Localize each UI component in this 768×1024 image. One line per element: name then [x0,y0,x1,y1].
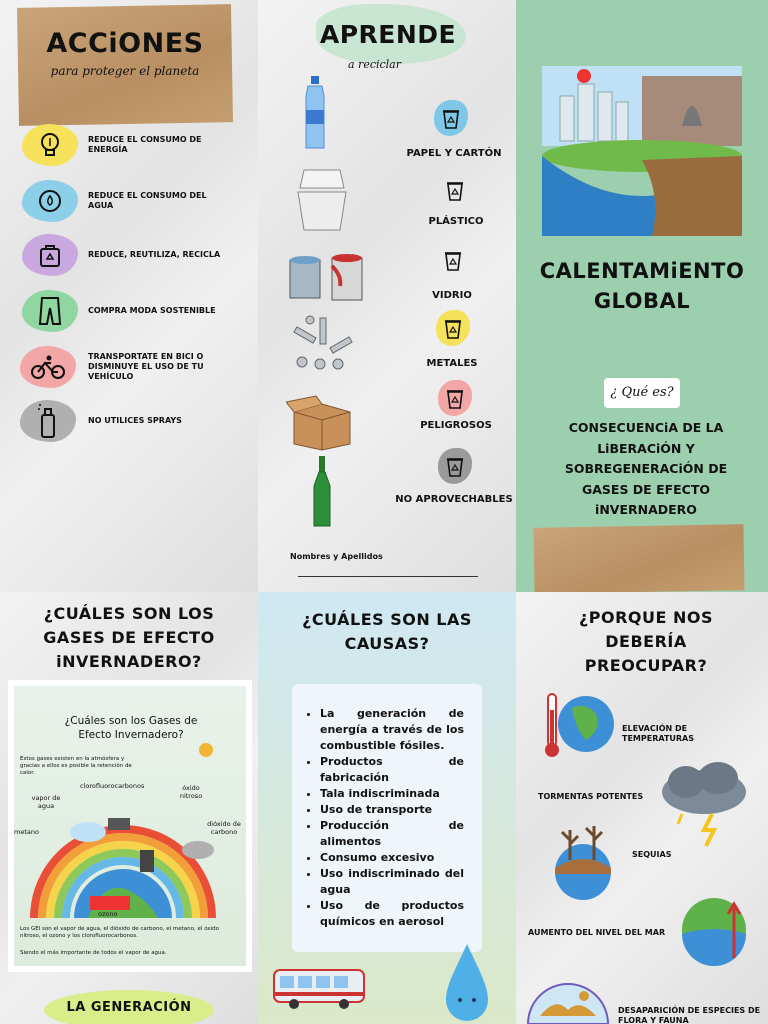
accion-item-recicla [22,234,228,276]
causa-item: • Tala indiscriminada [320,786,464,802]
acciones-subtitle: para proteger el planeta [50,64,200,78]
recycle-bin-icon [446,387,464,409]
cover-kraft-paper [533,524,744,592]
accion-item-moda [22,290,228,332]
bin-no-aprovechables [438,448,472,484]
name-line [298,576,478,577]
accion-item-agua [22,180,218,222]
bin-vidrio [436,242,470,278]
gases-intro: Estos gases existen en la atmósfera y gracias a ellos es posible la retención de calor. [20,756,132,776]
cover-panel [516,0,768,592]
acciones-title: ACCiONES [46,28,204,59]
bin-label: PELIGROSOS [420,420,492,431]
causa-item: • Uso indiscriminado del agua [320,866,464,898]
gas-label-ozono: ozono [98,910,118,918]
accion-label: COMPRA MODA SOSTENIBLE [88,306,216,315]
drought-earth-icon [548,810,618,902]
recycle-bin-icon [442,107,460,129]
accion-item-bici [20,346,228,388]
bus-image [272,966,366,1010]
bike-icon [20,346,76,388]
worry-label: ELEVACIÓN DE TEMPERATURAS [622,724,695,743]
causas-list [302,706,464,930]
bin-label: PAPEL Y CARTÓN [406,148,502,159]
gases-card-title: ¿Cuáles son los Gases de Efecto Invernadero? [64,715,198,741]
water-drop-image [444,942,490,1024]
thermometer-earth-icon [542,690,618,760]
aprende-panel [258,0,516,592]
causa-item: • Uso de productos químicos en aerosol [320,898,464,930]
bin-peligrosos [438,380,472,416]
plastic-bottle-image [302,76,328,150]
cardboard-box-image [286,392,358,452]
cover-question: ¿ Qué es? [604,378,680,408]
worry-label: DESAPARICIÓN DE ESPECIES DE FLORA Y FAUNA [618,1006,761,1024]
storm-cloud-icon [656,756,752,848]
worry-label: AUMENTO DEL NIVEL DEL MAR [528,928,666,937]
causas-panel [258,592,516,1024]
aprende-subtitle: a reciclar [348,58,401,71]
cover-answer: CONSECUENCiA DE LA LiBERACiÓN Y SOBREGENERACiÓN DE GASES DE EFECTO iNVERNADERO [564,420,728,517]
causa-item: • Uso de transporte [320,802,464,818]
glass-bottle-image [310,456,334,528]
gas-label-dioxido: dióxido de carbono [207,820,241,836]
gas-label-metano: metano [14,828,39,836]
accion-label: TRANSPORTATE EN BICI O DISMINUYE EL USO DE TU VEHÍCULO [88,352,204,381]
earth-city-image [542,66,742,236]
accion-item-energia [22,124,218,166]
bin-papel [434,100,468,136]
water-cycle-icon [22,180,78,222]
recycle-bin-icon [444,249,462,271]
species-loss-icon [526,976,610,1024]
plastic-container-image [294,166,350,234]
causa-item: • Consumo excesivo [320,850,464,866]
bin-plastico [438,172,472,208]
accion-label: NO UTILICES SPRAYS [88,416,182,425]
paint-cans-image [286,246,366,304]
bin-label: PLÁSTICO [428,216,484,227]
bin-label: NO APROVECHABLES [395,494,513,505]
bulb-icon [22,124,78,166]
bin-label: VIDRIO [432,290,472,301]
bin-metales [436,310,470,346]
greenhouse-earth-image [28,810,218,918]
causa-item: • Productos de fabricación [320,754,464,786]
gases-footer2: Siendo el más importante de todos el vapor de agua. [20,950,167,956]
recycle-bin-icon [446,179,464,201]
acciones-panel [0,0,258,592]
pants-icon [22,290,78,332]
preocupar-title: ¿PORQUE NOS DEBERÍA PREOCUPAR? [578,608,714,675]
worry-label: SEQUIAS [632,850,672,859]
gas-label-vapor: vapor de agua [31,794,61,810]
accion-label: REDUCE EL CONSUMO DE ENERGÍA [88,135,202,154]
cover-title: CALENTAMiENTO GLOBAL [539,259,745,313]
spray-icon [20,400,76,442]
causa-item: • La generación de energía a través de los combustible fósiles. [320,706,464,754]
accion-label: REDUCE EL CONSUMO DEL AGUA [88,191,207,210]
gas-label-oxido: óxido nitroso [179,784,203,800]
gases-bottom-text: LA GENERACIÓN [66,1000,192,1015]
bin-label: METALES [426,358,478,369]
gas-label-cloro: clorofluorocarbonos [80,782,145,790]
preocupar-panel [516,592,768,1024]
recycle-bag-icon [22,234,78,276]
sea-level-earth-icon [674,894,754,970]
worry-label: TORMENTAS POTENTES [538,792,644,801]
accion-label: REDUCE, REUTILIZA, RECICLA [88,250,221,259]
sun-icon [196,740,216,760]
recycle-bin-icon [446,455,464,477]
name-label: Nombres y Apellidos [290,552,383,561]
recycle-bin-icon [444,317,462,339]
aprende-title: APRENDE [319,20,457,49]
gases-panel [0,592,258,1024]
accion-item-spray [20,400,228,442]
causas-title: ¿CUÁLES SON LAS CAUSAS? [302,610,472,653]
bolts-image [290,312,356,374]
causa-item: • Producción de alimentos [320,818,464,850]
gases-title: ¿CUÁLES SON LOS GASES DE EFECTO iNVERNADERO? [43,604,215,671]
gases-footer1: Los GEI son el vapor de agua, el dióxido de carbono, el metano, el óxido nitroso, el ozono y los clorofluorocarbonos. [20,926,220,939]
